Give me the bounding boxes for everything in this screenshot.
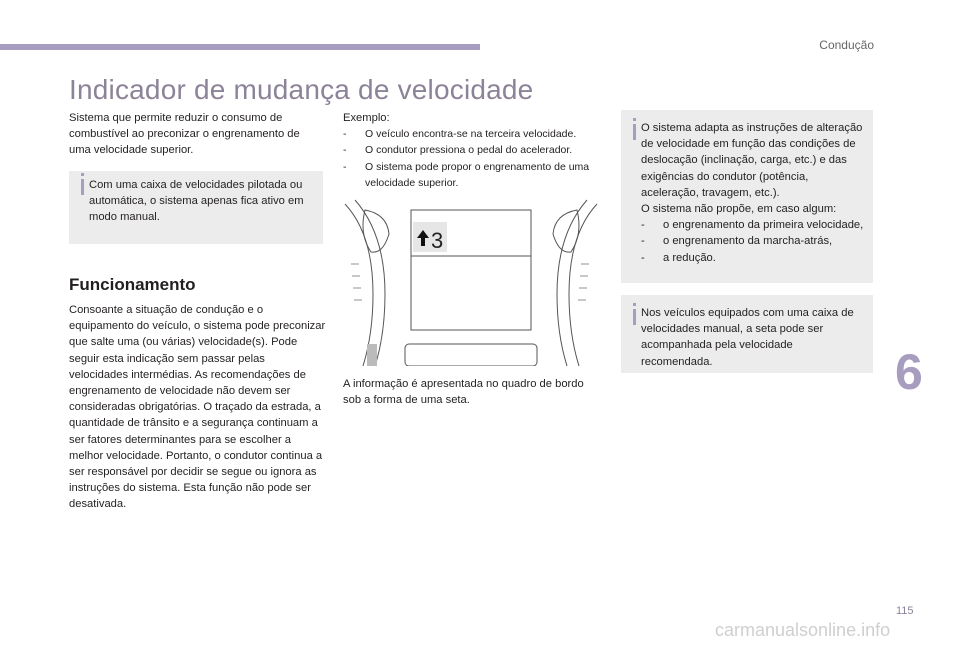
chapter-number: 6 <box>895 344 923 400</box>
dashboard-illustration <box>343 194 599 366</box>
example-block <box>343 110 603 191</box>
left-gauge-arc <box>345 204 373 366</box>
figure-caption: A informação é apresentada no quadro de bordo sob a forma de uma seta. <box>343 378 584 407</box>
note-box-2 <box>621 110 873 283</box>
section-heading: Funcionamento <box>69 275 196 294</box>
left-scale-bar <box>367 344 377 366</box>
gear-digit: 3 <box>431 228 444 253</box>
note-2-item: - a redução. <box>641 250 865 266</box>
note-box-1 <box>69 171 323 244</box>
note-2-text: O sistema adapta as instruções de alteração de velocidade em função das condições de deslocação (inclinação, carga, etc.) e das exigências do condutor (potência, aceleração, travagem, etc.). <box>641 122 863 199</box>
body-paragraph: Consoante a situação de condução e o equipamento do veículo, o sistema pode preconizar que salte uma (ou várias) velocidade(s). Pode seguir esta indicação sem passar pelas velocidades intermédias. As recomendações de engrenamento de velocidade não devem ser consideradas obrigatórias. O traçado da estrada, a quantidade de trânsito e a segurança continuam a ser fatores determinantes para se escolher a melhor velocidade. Portanto, o condutor continua a ser responsável por decidir se segue ou ignora as instruções do sistema. Esta função não pode ser desativada. <box>69 304 326 511</box>
info-marker-icon <box>81 179 87 195</box>
example-item: - O sistema pode propor o engrenamento de uma velocidade superior. <box>343 159 603 191</box>
right-gauge-arc <box>569 204 597 366</box>
note-3-text: Nos veículos equipados com uma caixa de velocidades manual, a seta pode ser acompanhada pela velocidade recomendada. <box>641 307 854 368</box>
page-number: 115 <box>896 605 914 617</box>
note-box-3 <box>621 295 873 373</box>
intro-paragraph: Sistema que permite reduzir o consumo de combustível ao preconizar o engrenamento de uma velocidade superior. <box>69 112 300 157</box>
page-title: Indicador de mudança de velocidade <box>69 74 534 105</box>
example-item: - O veículo encontra-se na terceira velocidade. <box>343 126 603 142</box>
example-item: - O condutor pressiona o pedal do acelerador. <box>343 142 603 158</box>
info-marker-icon <box>633 309 639 325</box>
note-2-content <box>641 120 865 266</box>
note-2-text-2: O sistema não propõe, em caso algum: <box>641 203 837 216</box>
top-accent-bar <box>0 44 480 50</box>
lower-display <box>405 344 537 366</box>
note-2-item: - o engrenamento da marcha-atrás, <box>641 233 865 249</box>
watermark: carmanualsonline.info <box>715 620 891 640</box>
note-2-item: - o engrenamento da primeira velocidade, <box>641 217 865 233</box>
example-label: Exemplo: <box>343 112 390 124</box>
section-label: Condução <box>819 38 874 52</box>
info-marker-icon <box>633 124 639 140</box>
note-1-text: Com uma caixa de velocidades pilotada ou automática, o sistema apenas fica ativo em modo manual. <box>89 179 304 224</box>
